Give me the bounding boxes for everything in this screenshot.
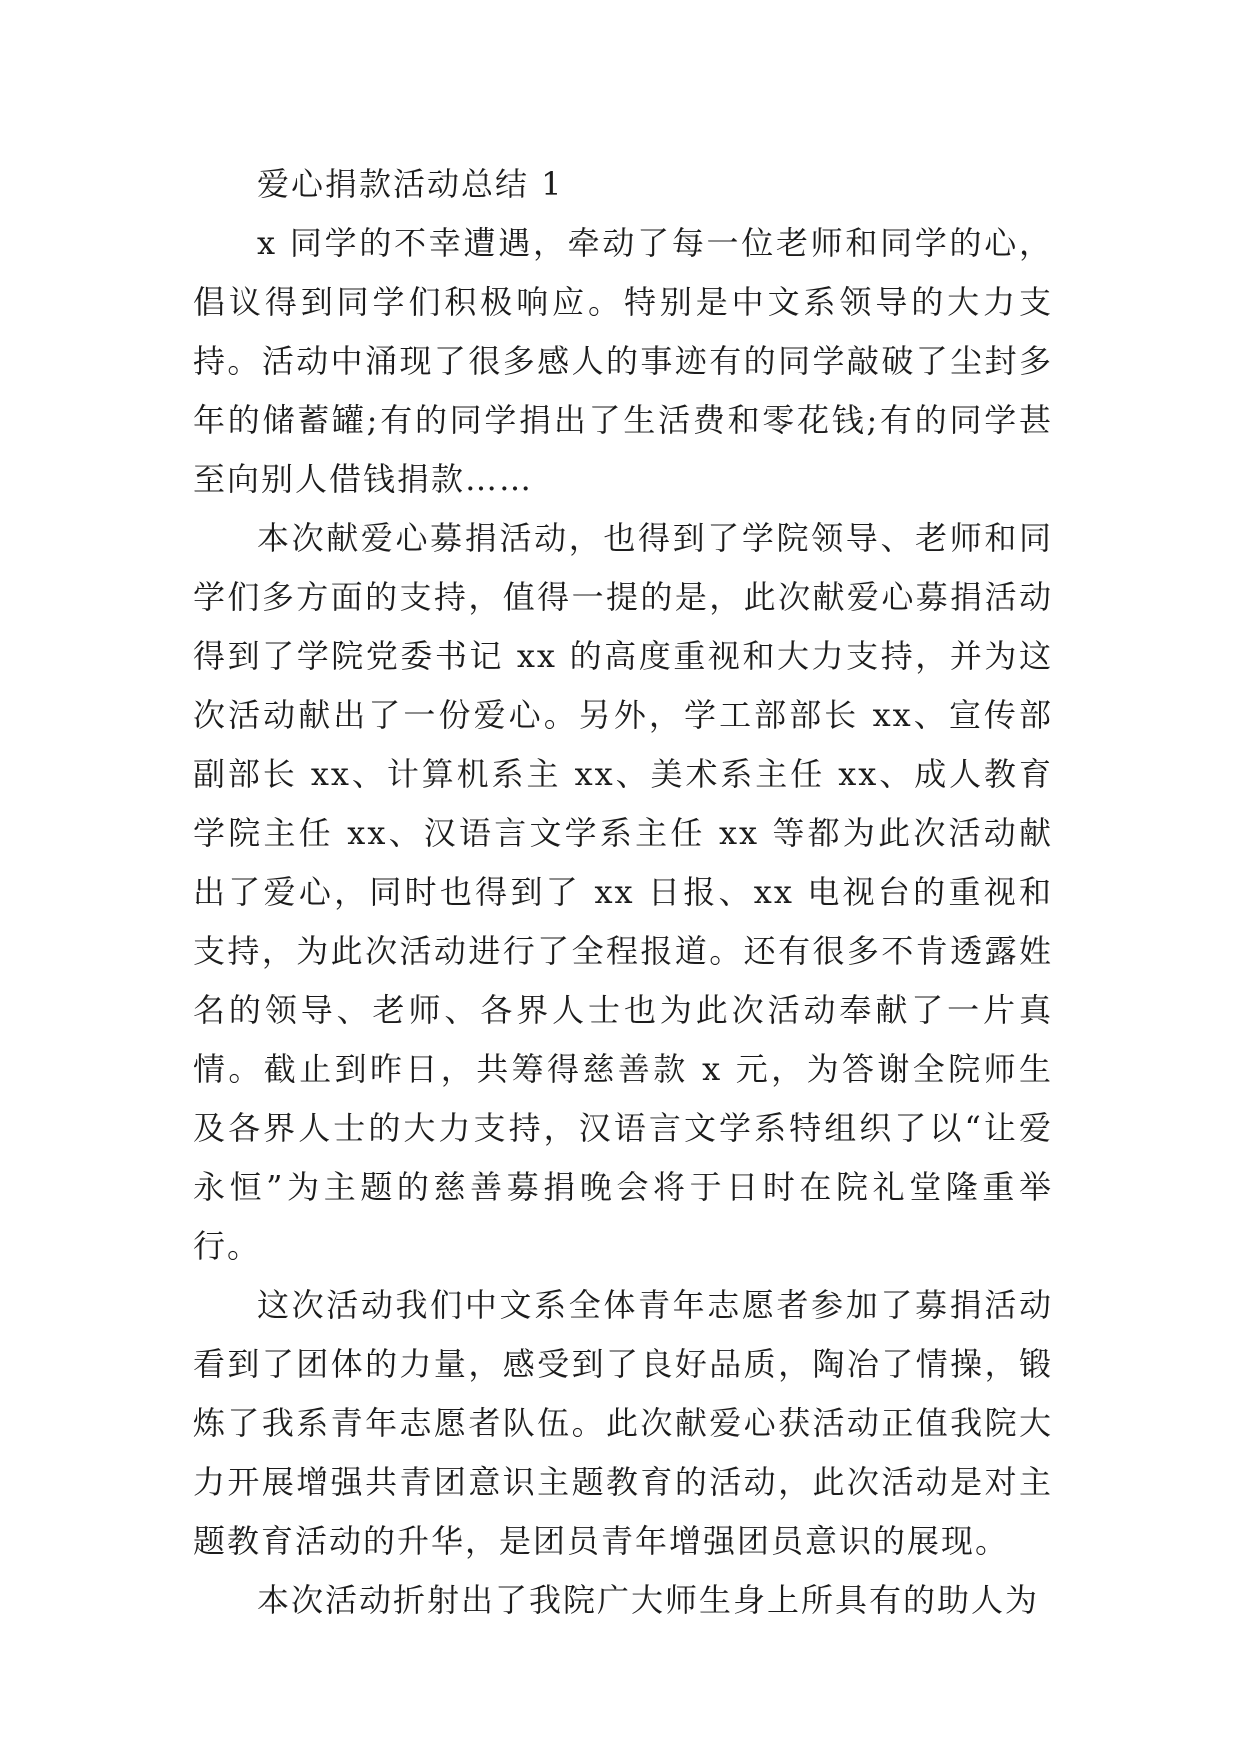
document-title: 爱心捐款活动总结 1 bbox=[257, 165, 564, 203]
paragraph-2: 本次献爱心募捐活动，也得到了学院领导、老师和同学们多方面的支持，值得一提的是，此次献爱心募捐活动得到了学院党委书记 xx 的高度重视和大力支持，并为这次活动献出了一份爱心。另外，学工部部长 xx、宣传部副部长 xx、计算机系主 xx、美术系主任 xx、成人教育学院主任 xx、汉语言文学系主任 xx 等都为此次活动献出了爱心，同时也得到了 xx 日报、xx 电视台的重视和支持，为此次活动进行了全程报道。还有很多不肯透露姓名的领导、老师、各界人士也为此次活动奉献了一片真情。截止到昨日，共筹得慈善款 x 元，为答谢全院师生及各界人士的大力支持，汉语言文学系特组织了以“让爱永恒”为主题的慈善募捐晚会将于日时在院礼堂隆重举行。 bbox=[193, 519, 1053, 1265]
paragraph-3: 这次活动我们中文系全体青年志愿者参加了募捐活动看到了团体的力量，感受到了良好品质，陶冶了情操，锻炼了我系青年志愿者队伍。此次献爱心获活动正值我院大力开展增强共青团意识主题教育的活动，此次活动是对主题教育活动的升华，是团员青年增强团员意识的展现。 bbox=[193, 1286, 1053, 1560]
document-body bbox=[193, 155, 1053, 1630]
paragraph-1: x 同学的不幸遭遇，牵动了每一位老师和同学的心，倡议得到同学们积极响应。特别是中文系领导的大力支持。活动中涌现了很多感人的事迹有的同学敲破了尘封多年的储蓄罐;有的同学捐出了生活费和零花钱;有的同学甚至向别人借钱捐款…… bbox=[193, 224, 1053, 498]
paragraph-4: 本次活动折射出了我院广大师生身上所具有的助人为 bbox=[257, 1581, 1040, 1619]
